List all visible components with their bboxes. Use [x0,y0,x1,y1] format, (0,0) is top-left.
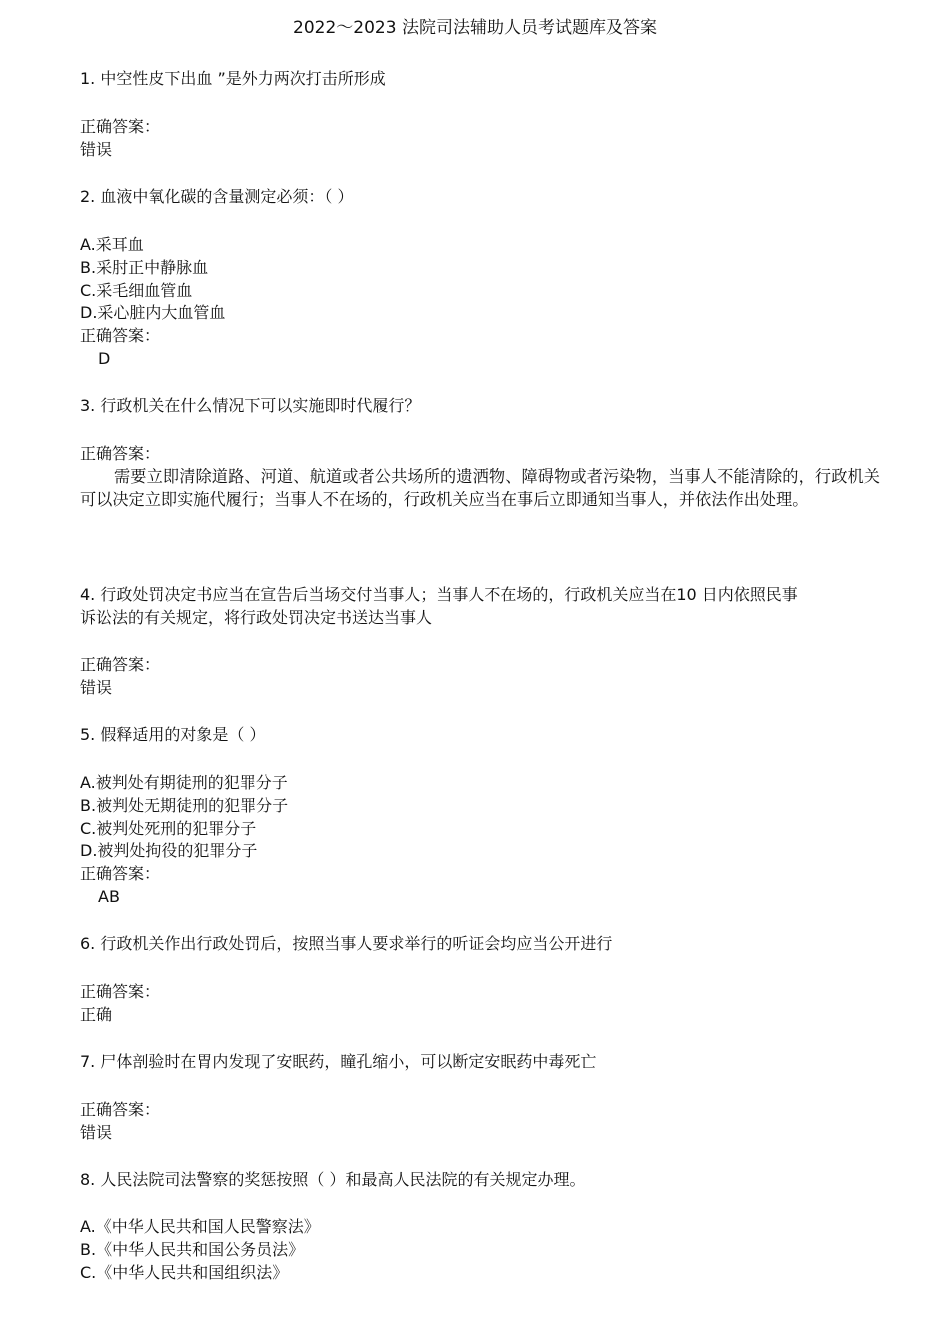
question-2-option-d: D.采心脏内大血管血 [80,303,226,322]
question-6-text: 6. 行政机关作出行政处罚后，按照当事人要求举行的听证会均应当公开进行 [80,934,613,953]
question-4-text-line-1: 4. 行政处罚决定书应当在宣告后当场交付当事人；当事人不在场的，行政机关应当在10 日内依照民事 [80,585,798,604]
question-3-answer: 需要立即清除道路、河道、航道或者公共场所的遗洒物、障碍物或者污染物，当事人不能清除的，行政机关可以决定立即实施代履行；当事人不在场的，行政机关应当在事后立即通知当事人，并依法作出处理。 [80,467,880,509]
document-title: 2022～2023 法院司法辅助人员考试题库及答案 [293,18,657,38]
question-2-option-c: C.采毛细血管血 [80,281,193,300]
question-2-answer: D [98,349,111,368]
question-5-text: 5. 假释适用的对象是（ ） [80,725,266,744]
question-1-answer: 错误 [80,140,113,159]
question-8-option-b: B.《中华人民共和国公务员法》 [80,1240,305,1259]
question-2-answer-label: 正确答案： [80,326,161,345]
question-5-answer: AB [98,887,120,906]
question-8-option-a: A.《中华人民共和国人民警察法》 [80,1217,320,1236]
question-3-answer-label: 正确答案： [80,444,161,463]
question-8-option-c: C.《中华人民共和国组织法》 [80,1263,289,1282]
question-5-option-d: D.被判处拘役的犯罪分子 [80,841,258,860]
question-5-option-a: A.被判处有期徒刑的犯罪分子 [80,773,288,792]
question-6-answer-label: 正确答案： [80,982,161,1001]
question-4-answer: 错误 [80,678,113,697]
question-4-text-line-2: 诉讼法的有关规定，将行政处罚决定书送达当事人 [80,608,433,627]
question-7-text: 7. 尸体剖验时在胃内发现了安眠药，瞳孔缩小，可以断定安眠药中毒死亡 [80,1052,597,1071]
question-8-text: 8. 人民法院司法警察的奖惩按照（ ）和最高人民法院的有关规定办理。 [80,1170,586,1189]
question-2-text: 2. 血液中氧化碳的含量测定必须：（ ） [80,187,354,206]
question-2-option-a: A.采耳血 [80,235,144,254]
question-5-option-b: B.被判处无期徒刑的犯罪分子 [80,796,289,815]
question-5-answer-label: 正确答案： [80,864,161,883]
question-7-answer-label: 正确答案： [80,1100,161,1119]
question-1-answer-label: 正确答案： [80,117,161,136]
question-7-answer: 错误 [80,1123,113,1142]
question-1-text: 1. 中空性皮下出血 ”是外力两次打击所形成 [80,69,386,88]
question-3-text: 3. 行政机关在什么情况下可以实施即时代履行？ [80,396,421,415]
question-6-answer: 正确 [80,1005,113,1024]
question-4-answer-label: 正确答案： [80,655,161,674]
question-2-option-b: B.采肘正中静脉血 [80,258,209,277]
question-5-option-c: C.被判处死刑的犯罪分子 [80,819,257,838]
